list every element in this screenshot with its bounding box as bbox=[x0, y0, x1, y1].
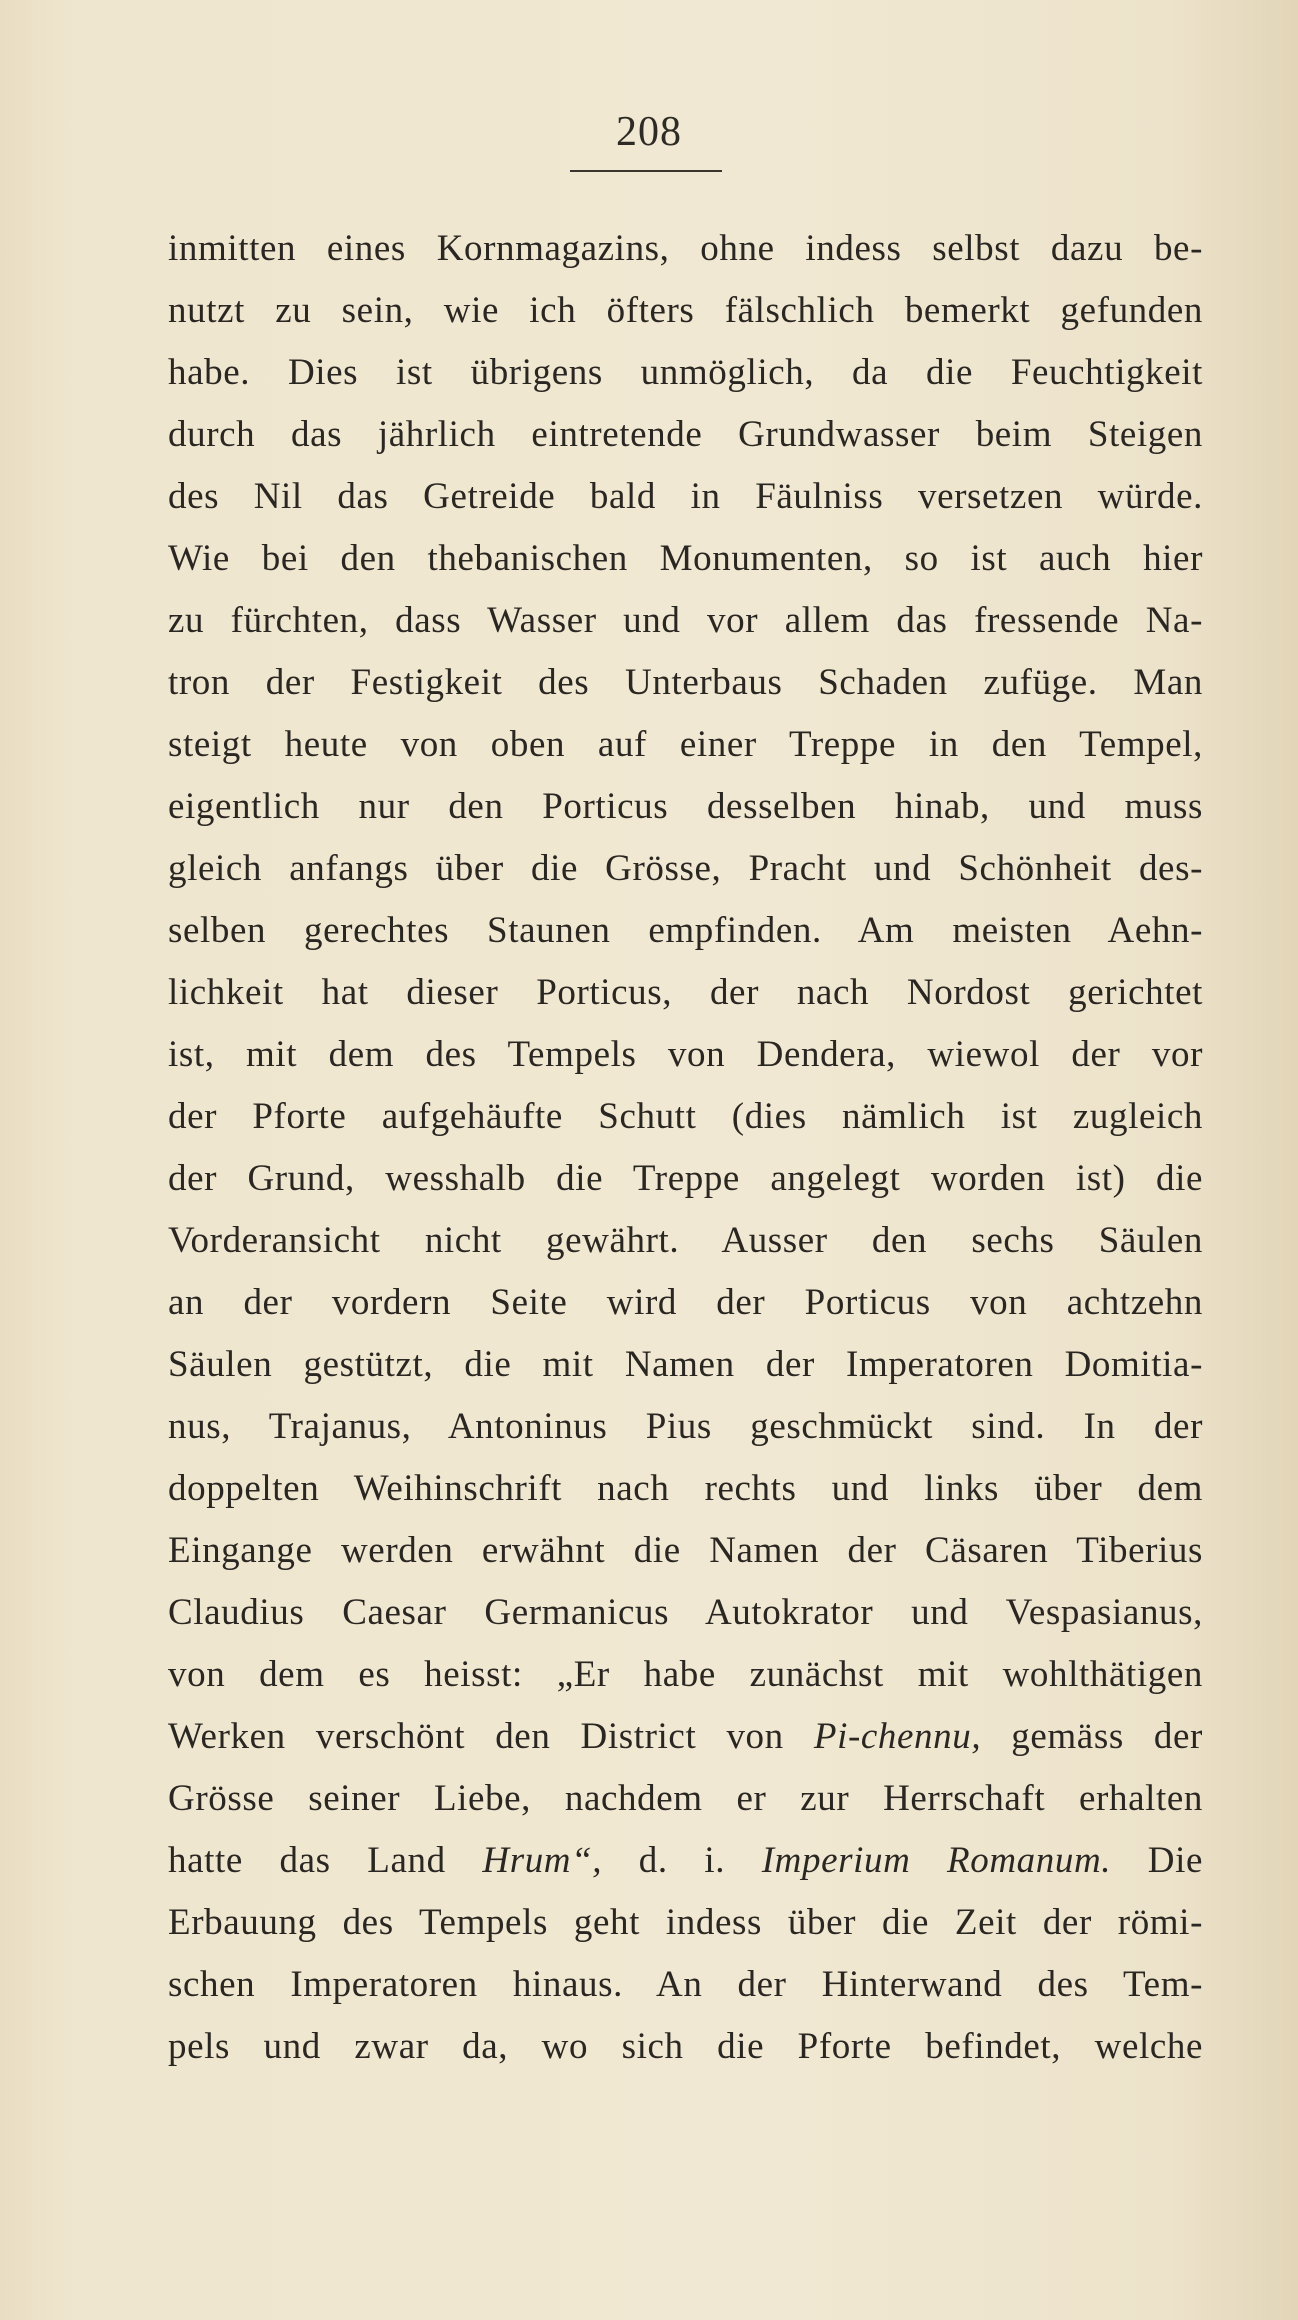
text-segment: Werken verschönt den District von bbox=[168, 1716, 814, 1757]
text-line: gleich anfangs über die Grösse, Pracht und Schönheit des- bbox=[168, 848, 1203, 889]
text-line: inmitten eines Kornmagazins, ohne indess selbst dazu be- bbox=[168, 228, 1203, 269]
text-line: der Grund, wesshalb die Treppe angelegt worden ist) die bbox=[168, 1158, 1203, 1199]
text-line-with-italic bbox=[168, 1706, 1203, 1768]
text-line: lichkeit hat dieser Porticus, der nach Nordost gerichtet bbox=[168, 972, 1203, 1013]
text-line: von dem es heisst: „Er habe zunächst mit wohlthätigen bbox=[168, 1654, 1203, 1695]
text-line: doppelten Weihinschrift nach rechts und links über dem bbox=[168, 1468, 1203, 1509]
body-text bbox=[168, 218, 1203, 2078]
text-line: selben gerechtes Staunen empfinden. Am meisten Aehn- bbox=[168, 910, 1203, 951]
italic-term: Imperium Romanum. bbox=[761, 1840, 1112, 1881]
text-line: durch das jährlich eintretende Grundwasser beim Steigen bbox=[168, 414, 1203, 455]
text-line: Wie bei den thebanischen Monumenten, so ist auch hier bbox=[168, 538, 1203, 579]
text-line: an der vordern Seite wird der Porticus von achtzehn bbox=[168, 1282, 1203, 1323]
text-line: Claudius Caesar Germanicus Autokrator und Vespasianus, bbox=[168, 1592, 1203, 1633]
text-segment: hatte das Land bbox=[168, 1840, 483, 1881]
text-line: ist, mit dem des Tempels von Dendera, wiewol der vor bbox=[168, 1034, 1203, 1075]
text-line: der Pforte aufgehäufte Schutt (dies nämlich ist zugleich bbox=[168, 1096, 1203, 1137]
text-line: schen Imperatoren hinaus. An der Hinterwand des Tem- bbox=[168, 1964, 1203, 2005]
text-line: tron der Festigkeit des Unterbaus Schaden zufüge. Man bbox=[168, 662, 1203, 703]
italic-place-name: Pi-chennu, bbox=[813, 1716, 982, 1757]
text-line: Eingange werden erwähnt die Namen der Cäsaren Tiberius bbox=[168, 1530, 1203, 1571]
text-line: Säulen gestützt, die mit Namen der Imperatoren Domitia- bbox=[168, 1344, 1203, 1385]
text-segment: d. i. bbox=[602, 1840, 762, 1881]
text-line: nutzt zu sein, wie ich öfters fälschlich bemerkt gefunden bbox=[168, 290, 1203, 331]
text-line: zu fürchten, dass Wasser und vor allem das fressende Na- bbox=[168, 600, 1203, 641]
italic-term: Hrum“, bbox=[482, 1840, 603, 1881]
text-line: habe. Dies ist übrigens unmöglich, da die Feuchtigkeit bbox=[168, 352, 1203, 393]
text-line: pels und zwar da, wo sich die Pforte befindet, welche bbox=[168, 2026, 1203, 2067]
text-line: nus, Trajanus, Antoninus Pius geschmückt sind. In der bbox=[168, 1406, 1203, 1447]
text-line: des Nil das Getreide bald in Fäulniss versetzen würde. bbox=[168, 476, 1203, 517]
text-line-with-italic bbox=[168, 1830, 1203, 1892]
text-line: steigt heute von oben auf einer Treppe in den Tempel, bbox=[168, 724, 1203, 765]
text-line: Vorderansicht nicht gewährt. Ausser den sechs Säulen bbox=[168, 1220, 1203, 1261]
text-line: Grösse seiner Liebe, nachdem er zur Herrschaft erhalten bbox=[168, 1778, 1203, 1819]
text-line: Erbauung des Tempels geht indess über die Zeit der römi- bbox=[168, 1902, 1203, 1943]
text-line: eigentlich nur den Porticus desselben hinab, und muss bbox=[168, 786, 1203, 827]
text-segment: Die bbox=[1111, 1840, 1204, 1881]
header-rule bbox=[570, 170, 722, 172]
text-segment: gemäss der bbox=[981, 1716, 1203, 1757]
page-number: 208 bbox=[616, 109, 682, 155]
